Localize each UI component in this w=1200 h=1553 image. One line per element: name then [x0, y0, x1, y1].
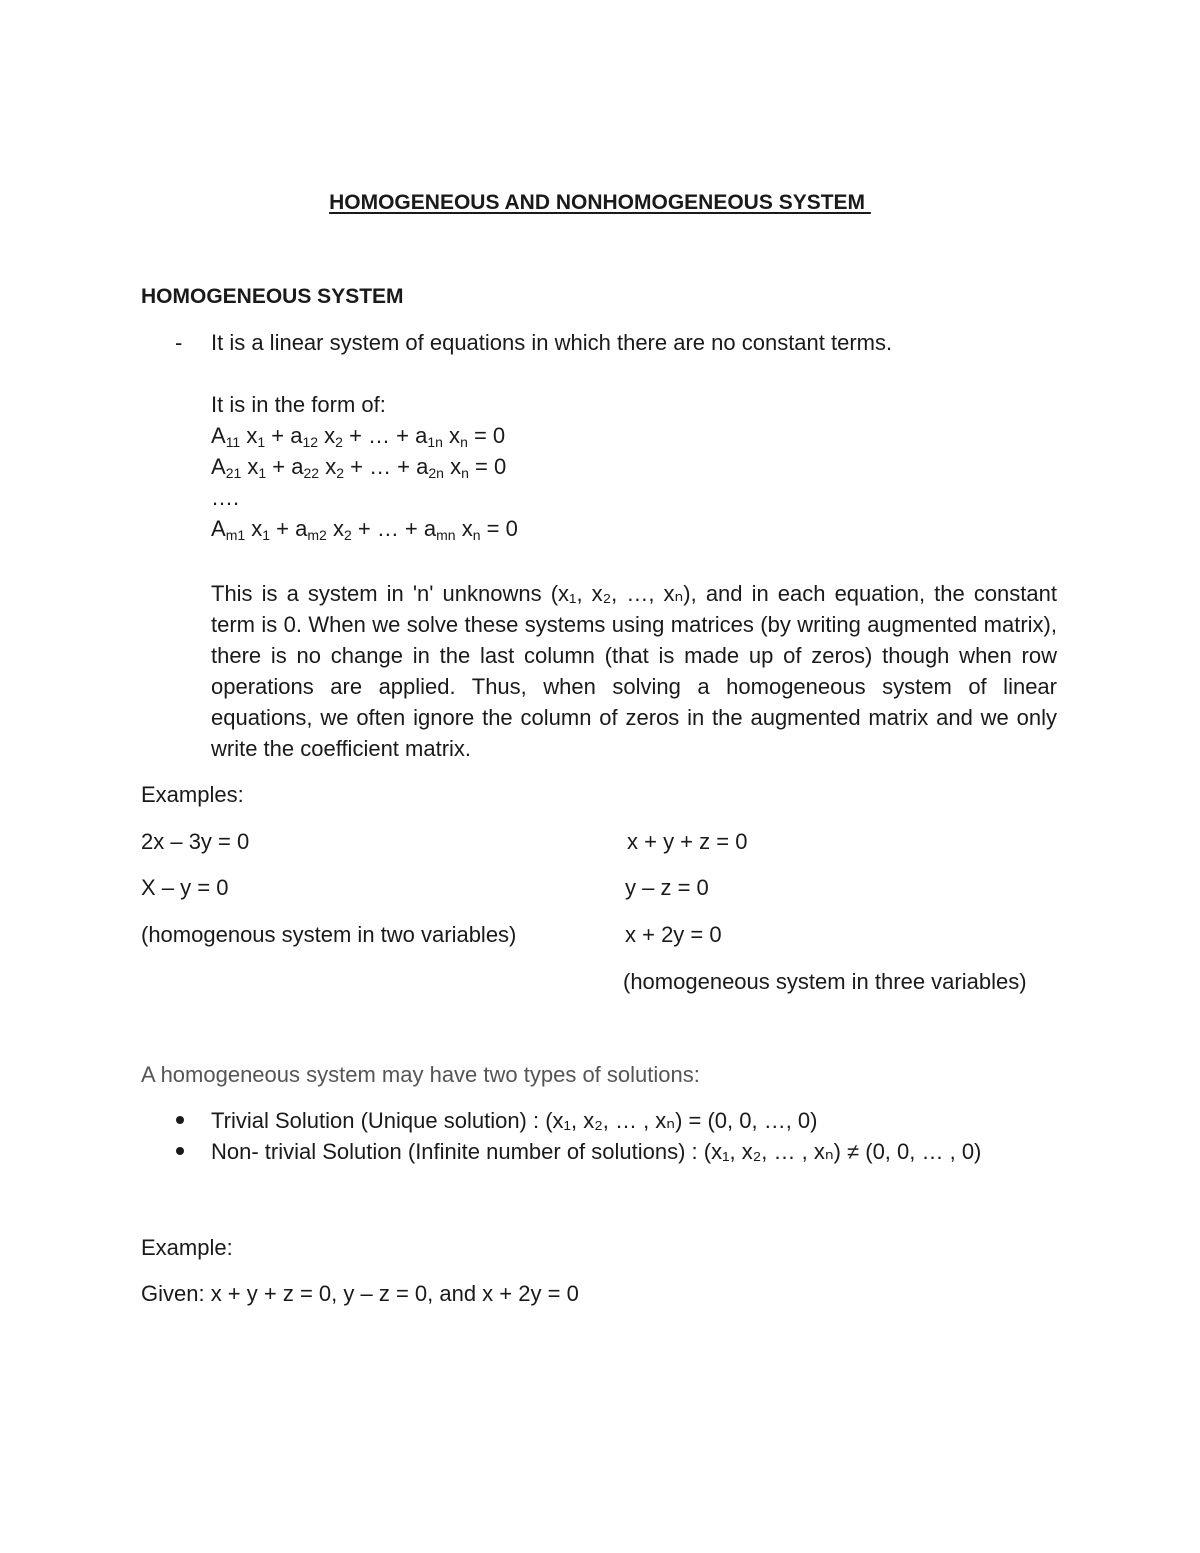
equation-row-2: $A_{21}$ $x_1 + a_{22}$ $x_2$ + … + $a_{2n}$ $x_n = 0$ [211, 454, 507, 481]
section-heading: HOMOGENEOUS SYSTEM [141, 285, 404, 308]
examples-label: Examples: [141, 782, 244, 807]
solutions-intro: A homogeneous system may have two types of solutions: [141, 1062, 700, 1087]
example-right-caption: (homogeneous system in three variables) [623, 969, 1027, 994]
solution-item-nontrivial: Non- trivial Solution (Infinite number of solutions) : (x₁, x₂, … , xₙ) ≠ (0, 0, … , 0) [211, 1139, 982, 1164]
example-left-eq1: 2x – 3y = 0 [141, 829, 250, 854]
example-left-eq2: X – y = 0 [141, 875, 229, 900]
example-right-eq1: x + y + z = 0 [627, 829, 748, 854]
example-right-eq3: x + 2y = 0 [625, 922, 722, 947]
explanation-paragraph: This is a system in 'n' unknowns (x₁, x₂, …, xₙ), and in each equation, the constant term is 0. When we solve these systems using matrices (by writing augmented matrix), there is no change in the last column (that is made up of zeros) though when row operations are applied. Thus, when solving a homogeneous system of linear equations, we often ignore the column of zeros in the augmented matrix and we only write the coefficient matrix. [211, 581, 1057, 761]
definition-text: It is a linear system of equations in which there are no constant terms. [211, 330, 893, 355]
bullet-dot-icon [176, 1147, 184, 1155]
equation-row-m: $A_{m1}$ $x_1 + a_{m2}$ $x_2$ + … + $a_{mn}$ $x_n = 0$ [211, 516, 518, 543]
form-intro: It is in the form of: [211, 392, 386, 417]
solution-item-trivial: Trivial Solution (Unique solution) : (x₁, x₂, … , xₙ) = (0, 0, …, 0) [211, 1108, 818, 1133]
list-dash: - [175, 330, 183, 355]
page-title: HOMOGENEOUS AND NONHOMOGENEOUS SYSTEM [329, 191, 871, 214]
example-left-caption: (homogenous system in two variables) [141, 922, 517, 947]
equation-row-1: $A_{11}$ $x_1 + a_{12}$ $x_2$ + … + $a_{1n}$ $x_n = 0$ [211, 423, 506, 450]
bullet-dot-icon [176, 1116, 184, 1124]
example-right-eq2: y – z = 0 [625, 875, 709, 900]
example-label: Example: [141, 1235, 233, 1260]
equation-ellipsis: …. [211, 485, 240, 510]
example-given: Given: x + y + z = 0, y – z = 0, and x + 2y = 0 [141, 1281, 579, 1306]
